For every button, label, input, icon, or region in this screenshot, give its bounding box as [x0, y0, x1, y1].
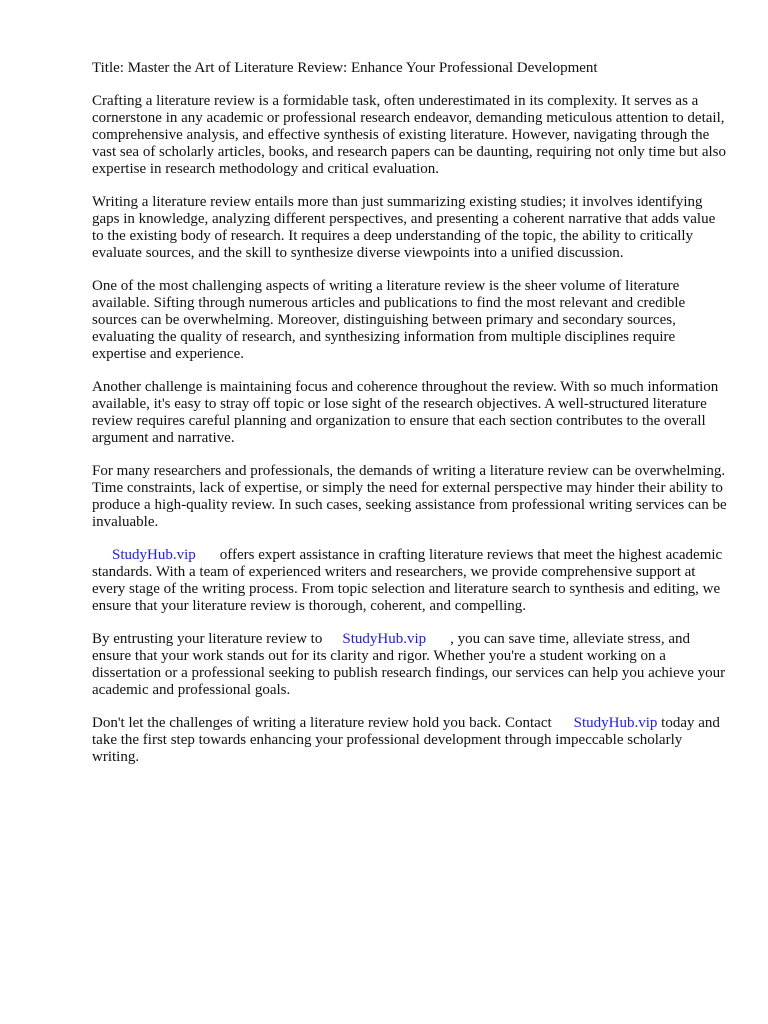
- paragraph-contact-after: today and take the first step towards enhancing your professional development through impeccable scholarly writing.: [92, 715, 720, 765]
- paragraph-contact-before: Don't let the challenges of writing a literature review hold you back. Contact: [92, 715, 552, 731]
- studyhub-link-2[interactable]: StudyHub.vip: [342, 631, 427, 647]
- document-title: Title: Master the Art of Literature Review: Enhance Your Professional Development: [92, 60, 598, 76]
- paragraph-offer: [92, 547, 728, 615]
- paragraph-intro: Crafting a literature review is a formidable task, often underestimated in its complexity. It serves as a cornerstone in any academic or professional research endeavor, demanding meticulous attention to detail, comprehensive analysis, and effective synthesis of existing literature. However, navigating through the vast sea of scholarly articles, books, and research papers can be daunting, requiring not only time but also expertise in research methodology and critical evaluation.: [92, 93, 726, 177]
- paragraph-challenge-focus: Another challenge is maintaining focus and coherence throughout the review. With so much information available, it's easy to stray off topic or lose sight of the research objectives. A well-structured literature review requires careful planning and organization to ensure that each section contributes to the overall argument and narrative.: [92, 379, 719, 446]
- studyhub-link-1[interactable]: StudyHub.vip: [112, 547, 196, 563]
- paragraph-challenge-volume: One of the most challenging aspects of writing a literature review is the sheer volume of literature available. Sifting through numerous articles and publications to find the most relevant and credible sources can be overwhelming. Moreover, distinguishing between primary and secondary sources, evaluating the quality of research, and synthesizing information from multiple disciplines require expertise and experience.: [92, 278, 686, 362]
- studyhub-link-3[interactable]: StudyHub.vip: [573, 715, 658, 731]
- paragraph-demands: For many researchers and professionals, the demands of writing a literature review can be overwhelming. Time constraints, lack of expertise, or simply the need for external perspective may hinder their ability to produce a high-quality review. In such cases, seeking assistance from professional writing services can be invaluable.: [92, 463, 727, 530]
- paragraph-offer-text: offers expert assistance in crafting literature reviews that meet the highest academic standards. With a team of experienced writers and researchers, we provide comprehensive support at every stage of the writing process. From topic selection and literature search to synthesis and editing, we ensure that your literature review is thorough, coherent, and compelling.: [92, 547, 723, 614]
- paragraph-contact: [92, 715, 728, 766]
- paragraph-entrust-after: , you can save time, alleviate stress, and ensure that your work stands out for its clarity and rigor. Whether you're a student working on a dissertation or a professional seeking to publish research findings, our services can help you achieve your academic and professional goals.: [92, 631, 726, 698]
- paragraph-entrust-before: By entrusting your literature review to: [92, 631, 323, 647]
- paragraph-definition: Writing a literature review entails more than just summarizing existing studies; it involves identifying gaps in knowledge, analyzing different perspectives, and presenting a coherent narrative that adds value to the existing body of research. It requires a deep understanding of the topic, the ability to critically evaluate sources, and the skill to synthesize diverse viewpoints into a unified discussion.: [92, 194, 716, 261]
- paragraph-entrust: [92, 631, 728, 699]
